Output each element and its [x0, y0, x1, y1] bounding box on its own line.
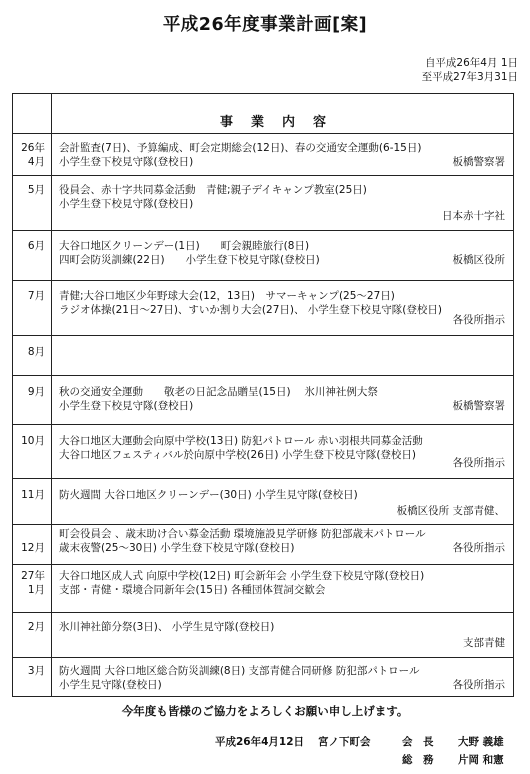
row-month: 2月 — [27, 621, 45, 633]
row-content — [59, 621, 505, 649]
row-activity-text: 歳末夜警(25～30日) 小学生登下校見守隊(登校日) — [59, 541, 295, 554]
row-activity-line: 支部・青健・環境合同新年会(15日) 各種団体賀詞交歓会 — [59, 583, 326, 596]
signature-date: 平成26年4月12日 — [215, 736, 305, 748]
period-from: 自平成26年4月 1日 — [424, 57, 518, 69]
table-row — [13, 525, 513, 565]
row-month: 9月 — [27, 386, 45, 398]
row-month: 26年 4月 — [21, 142, 45, 168]
signature-name-chair: 大野 義雄 — [458, 736, 504, 748]
row-activity-line: ラジオ体操(21日～27日)、すいか割り大会(27日)、 小学生登下校見守隊(登校日) — [59, 303, 442, 316]
row-month: 6月 — [27, 240, 45, 252]
row-content — [59, 570, 505, 597]
row-organization: 各役所指示 — [452, 457, 505, 469]
row-activity-line: 大谷口地区クリーンデー(1日) 町会親睦旅行(8日) — [59, 240, 310, 252]
row-content — [59, 386, 505, 413]
row-activity-line: 会計監査(7日)、予算編成、町会定期総会(12日)、春の交通安全運動(6-15日) — [59, 142, 422, 154]
table-row — [13, 565, 513, 613]
row-activity-text: 小学生登下校見守隊(登校日) — [59, 399, 194, 412]
period-to: 至平成27年3月31日 — [421, 71, 518, 83]
row-activity-line — [59, 679, 505, 693]
table-row — [13, 336, 513, 376]
table-row — [13, 134, 513, 176]
row-activity-line: 小学生登下校見守隊(登校日) — [59, 197, 194, 210]
closing-message: 今年度も皆様のご協力をよろしくお願い申し上げます。 — [121, 704, 409, 718]
row-content — [59, 290, 505, 326]
row-organization: 日本赤十字社 — [442, 210, 505, 222]
row-activity-line: 青健;大谷口地区少年野球大会(12，13日) サマーキャンプ(25～27日) — [59, 290, 395, 302]
row-activity-text: 小学生登下校見守隊(登校日) — [59, 155, 194, 168]
table-row — [13, 658, 513, 698]
row-organization: 各役所指示 — [452, 678, 505, 691]
signature-name-general: 片岡 和憲 — [458, 754, 504, 766]
row-activity-line — [59, 400, 505, 414]
table-row — [13, 376, 513, 425]
row-activity-text: 四町会防災訓練(22日) 小学生登下校見守隊(登校日) — [59, 253, 320, 266]
table-header-label: 事業内容 — [219, 115, 344, 130]
table-row — [13, 479, 513, 525]
row-activity-line: 大谷口地区成人式 向原中学校(12日) 町会新年会 小学生登下校見守隊(登校日) — [59, 570, 425, 582]
row-organization: 各役所指示 — [452, 541, 505, 554]
row-month: 11月 — [21, 489, 45, 501]
row-activity-line: 大谷口地区大運動会向原中学校(13日) 防犯パトロール 赤い羽根共同募金活動 — [59, 435, 423, 447]
table-row — [13, 613, 513, 658]
page-title: 平成26年度事業計画[案] — [162, 15, 368, 35]
table-row — [13, 281, 513, 336]
row-organization: 板橋警察署 — [452, 155, 505, 168]
row-month: 12月 — [21, 541, 45, 554]
signature-role-chair: 会 長 — [402, 736, 434, 748]
table-header — [13, 94, 513, 134]
row-organization: 支部青健 — [463, 637, 505, 649]
row-content — [59, 240, 505, 267]
row-organization: 板橋警察署 — [452, 399, 505, 412]
row-organization: 各役所指示 — [452, 314, 505, 326]
row-content — [59, 489, 505, 517]
row-content — [59, 142, 505, 169]
row-activity-line: 秋の交通安全運動 敬老の日記念品贈呈(15日) 氷川神社例大祭 — [59, 386, 378, 398]
plan-table — [12, 93, 514, 697]
table-row — [13, 176, 513, 231]
row-activity-line — [59, 254, 505, 268]
signature-role-general: 総 務 — [402, 754, 434, 766]
table-row — [13, 231, 513, 281]
row-content — [59, 435, 505, 469]
row-month: 27年 1月 — [21, 570, 45, 596]
row-content — [59, 184, 505, 222]
row-month: 10月 — [21, 435, 45, 447]
row-activity-text: 小学生見守隊(登校日) — [59, 678, 162, 691]
row-activity-line — [59, 156, 505, 170]
row-activity-line: 防火週間 大谷口地区クリーンデー(30日) 小学生見守隊(登校日) — [59, 489, 358, 501]
row-content — [59, 528, 505, 555]
row-activity-line: 氷川神社節分祭(3日)、 小学生見守隊(登校日) — [59, 621, 275, 633]
row-month: 8月 — [27, 346, 45, 358]
row-content — [59, 665, 505, 692]
row-activity-line: 町会役員会 、歳末助け合い募金活動 環境施設見学研修 防犯部歳末パトロール — [59, 528, 426, 540]
row-month: 3月 — [27, 665, 45, 677]
signature-town: 宮ノ下町会 — [318, 736, 371, 748]
table-row — [13, 425, 513, 479]
row-organization: 板橋区役所 — [452, 253, 505, 266]
row-activity-line: 防火週間 大谷口地区総合防災訓練(8日) 支部青健合同研修 防犯部パトロール — [59, 665, 420, 677]
row-month: 5月 — [27, 184, 45, 196]
row-organization: 板橋区役所 支部青健、 — [396, 505, 505, 517]
row-activity-line: 大谷口地区フェスティバル於向原中学校(26日) 小学生登下校見守隊(登校日) — [59, 448, 417, 461]
row-activity-line: 役員会、赤十字共同募金活動 青健;親子デイキャンプ教室(25日) — [59, 184, 367, 196]
row-month: 7月 — [27, 290, 45, 302]
row-activity-line — [59, 542, 505, 556]
